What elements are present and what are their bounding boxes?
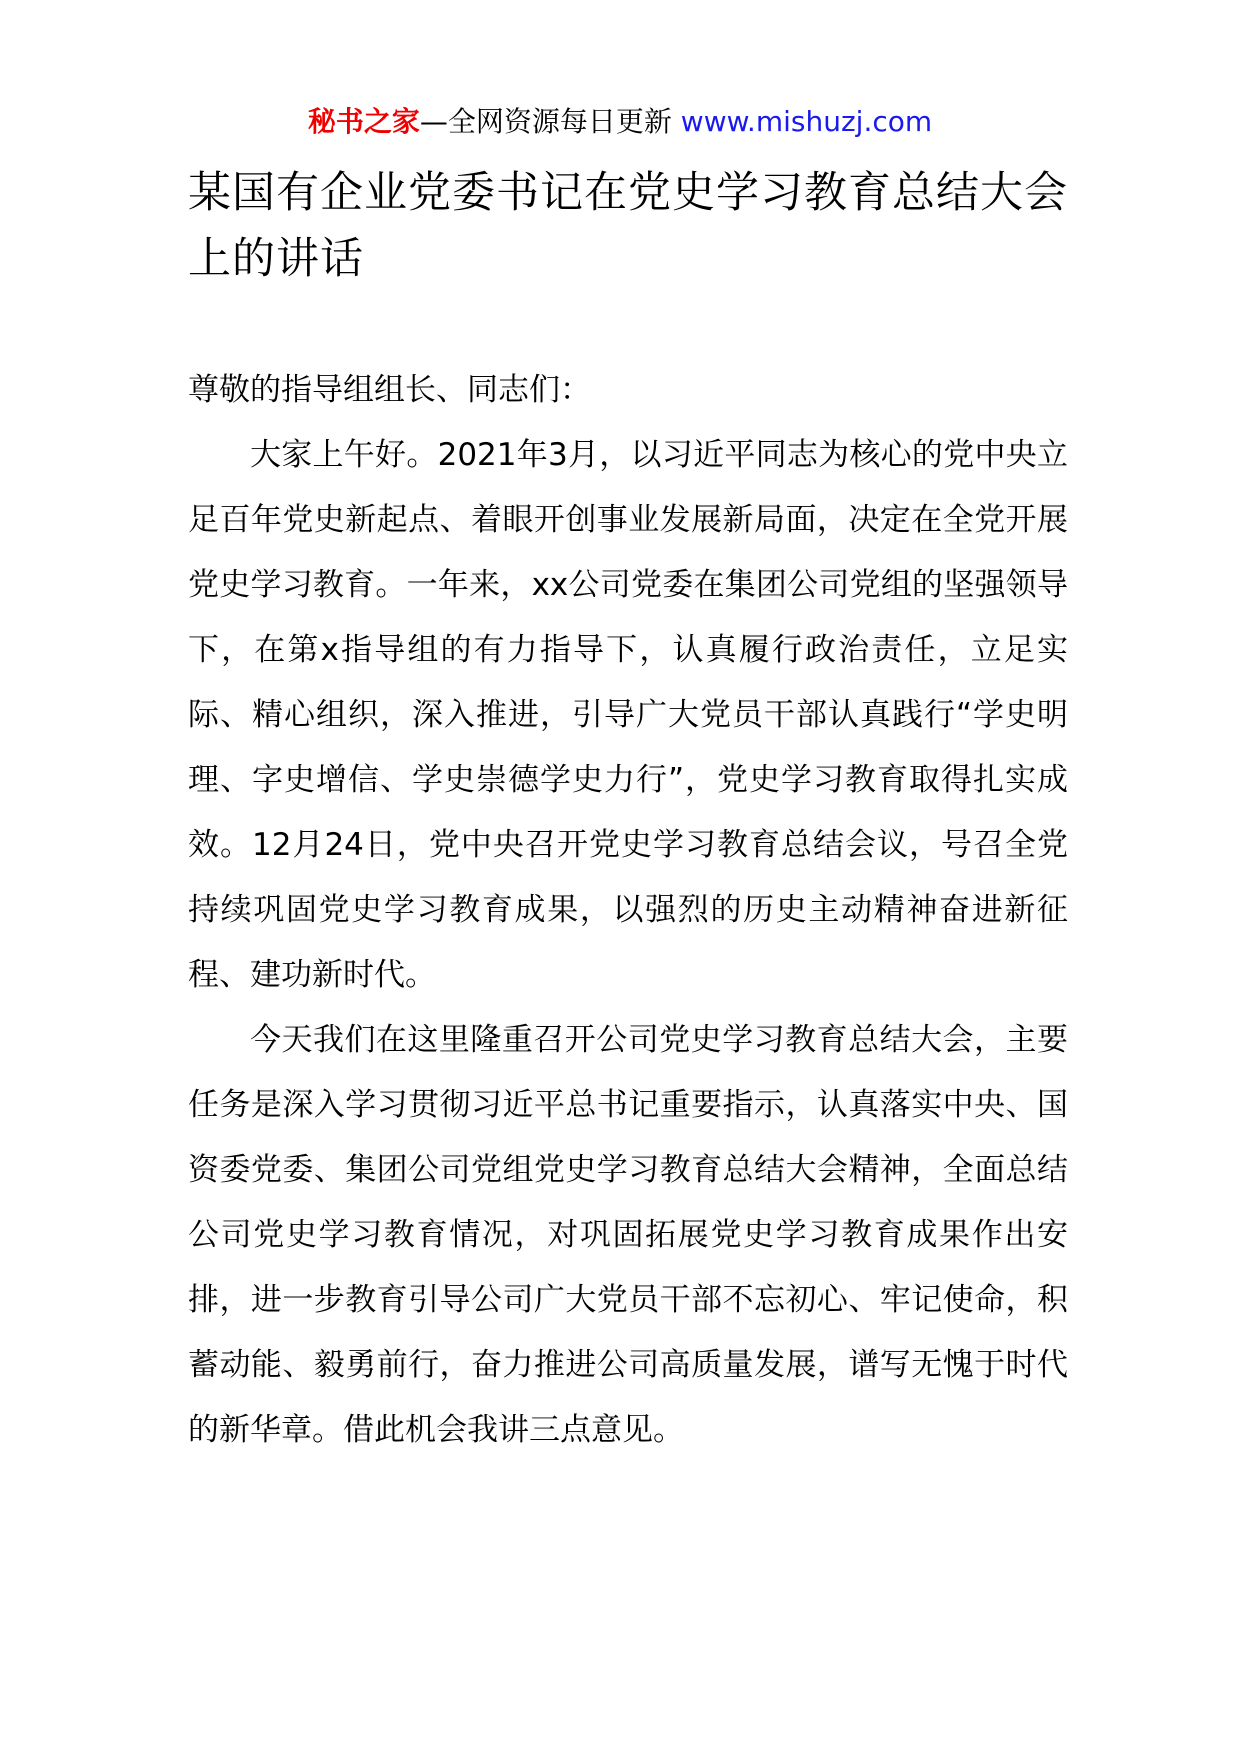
body-paragraph-1: 大家上午好。2021年3月，以习近平同志为核心的党中央立足百年党史新起点、着眼开创事业发展新局面，决定在全党开展党史学习教育。一年来，xx公司党委在集团公司党组的坚强领导下，在第x指导组的有力指导下，认真履行政治责任，立足实际、精心组织，深入推进，引导广大党员干部认真践行“学史明理、字史增信、学史崇德学史力行”，党史学习教育取得扎实成效。12月24日，党中央召开党史学习教育总结会议，号召全党持续巩固党史学习教育成果，以强烈的历史主动精神奋进新征程、建功新时代。 [188, 437, 1068, 993]
body-paragraph-2: 今天我们在这里隆重召开公司党史学习教育总结大会，主要任务是深入学习贯彻习近平总书记重要指示，认真落实中央、国资委党委、集团公司党组党史学习教育总结大会精神，全面总结公司党史学习教育情况，对巩固拓展党史学习教育成果作出安排，进一步教育引导公司广大党员干部不忘初心、牢记使命，积蓄动能、毅勇前行，奋力推进公司高质量发展，谱写无愧于时代的新华章。借此机会我讲三点意见。 [188, 1022, 1068, 1448]
brand-slogan: —全网资源每日更新 [419, 105, 672, 138]
document-title: 某国有企业党委书记在党史学习教育总结大会上的讲话 [188, 168, 1068, 284]
site-url-link[interactable]: www.mishuzj.com [680, 105, 933, 138]
greeting-line: 尊敬的指导组组长、同志们： [188, 372, 591, 408]
document-body [188, 358, 1068, 1463]
brand-name: 秘书之家 [307, 105, 420, 138]
site-header-banner [0, 102, 1240, 142]
